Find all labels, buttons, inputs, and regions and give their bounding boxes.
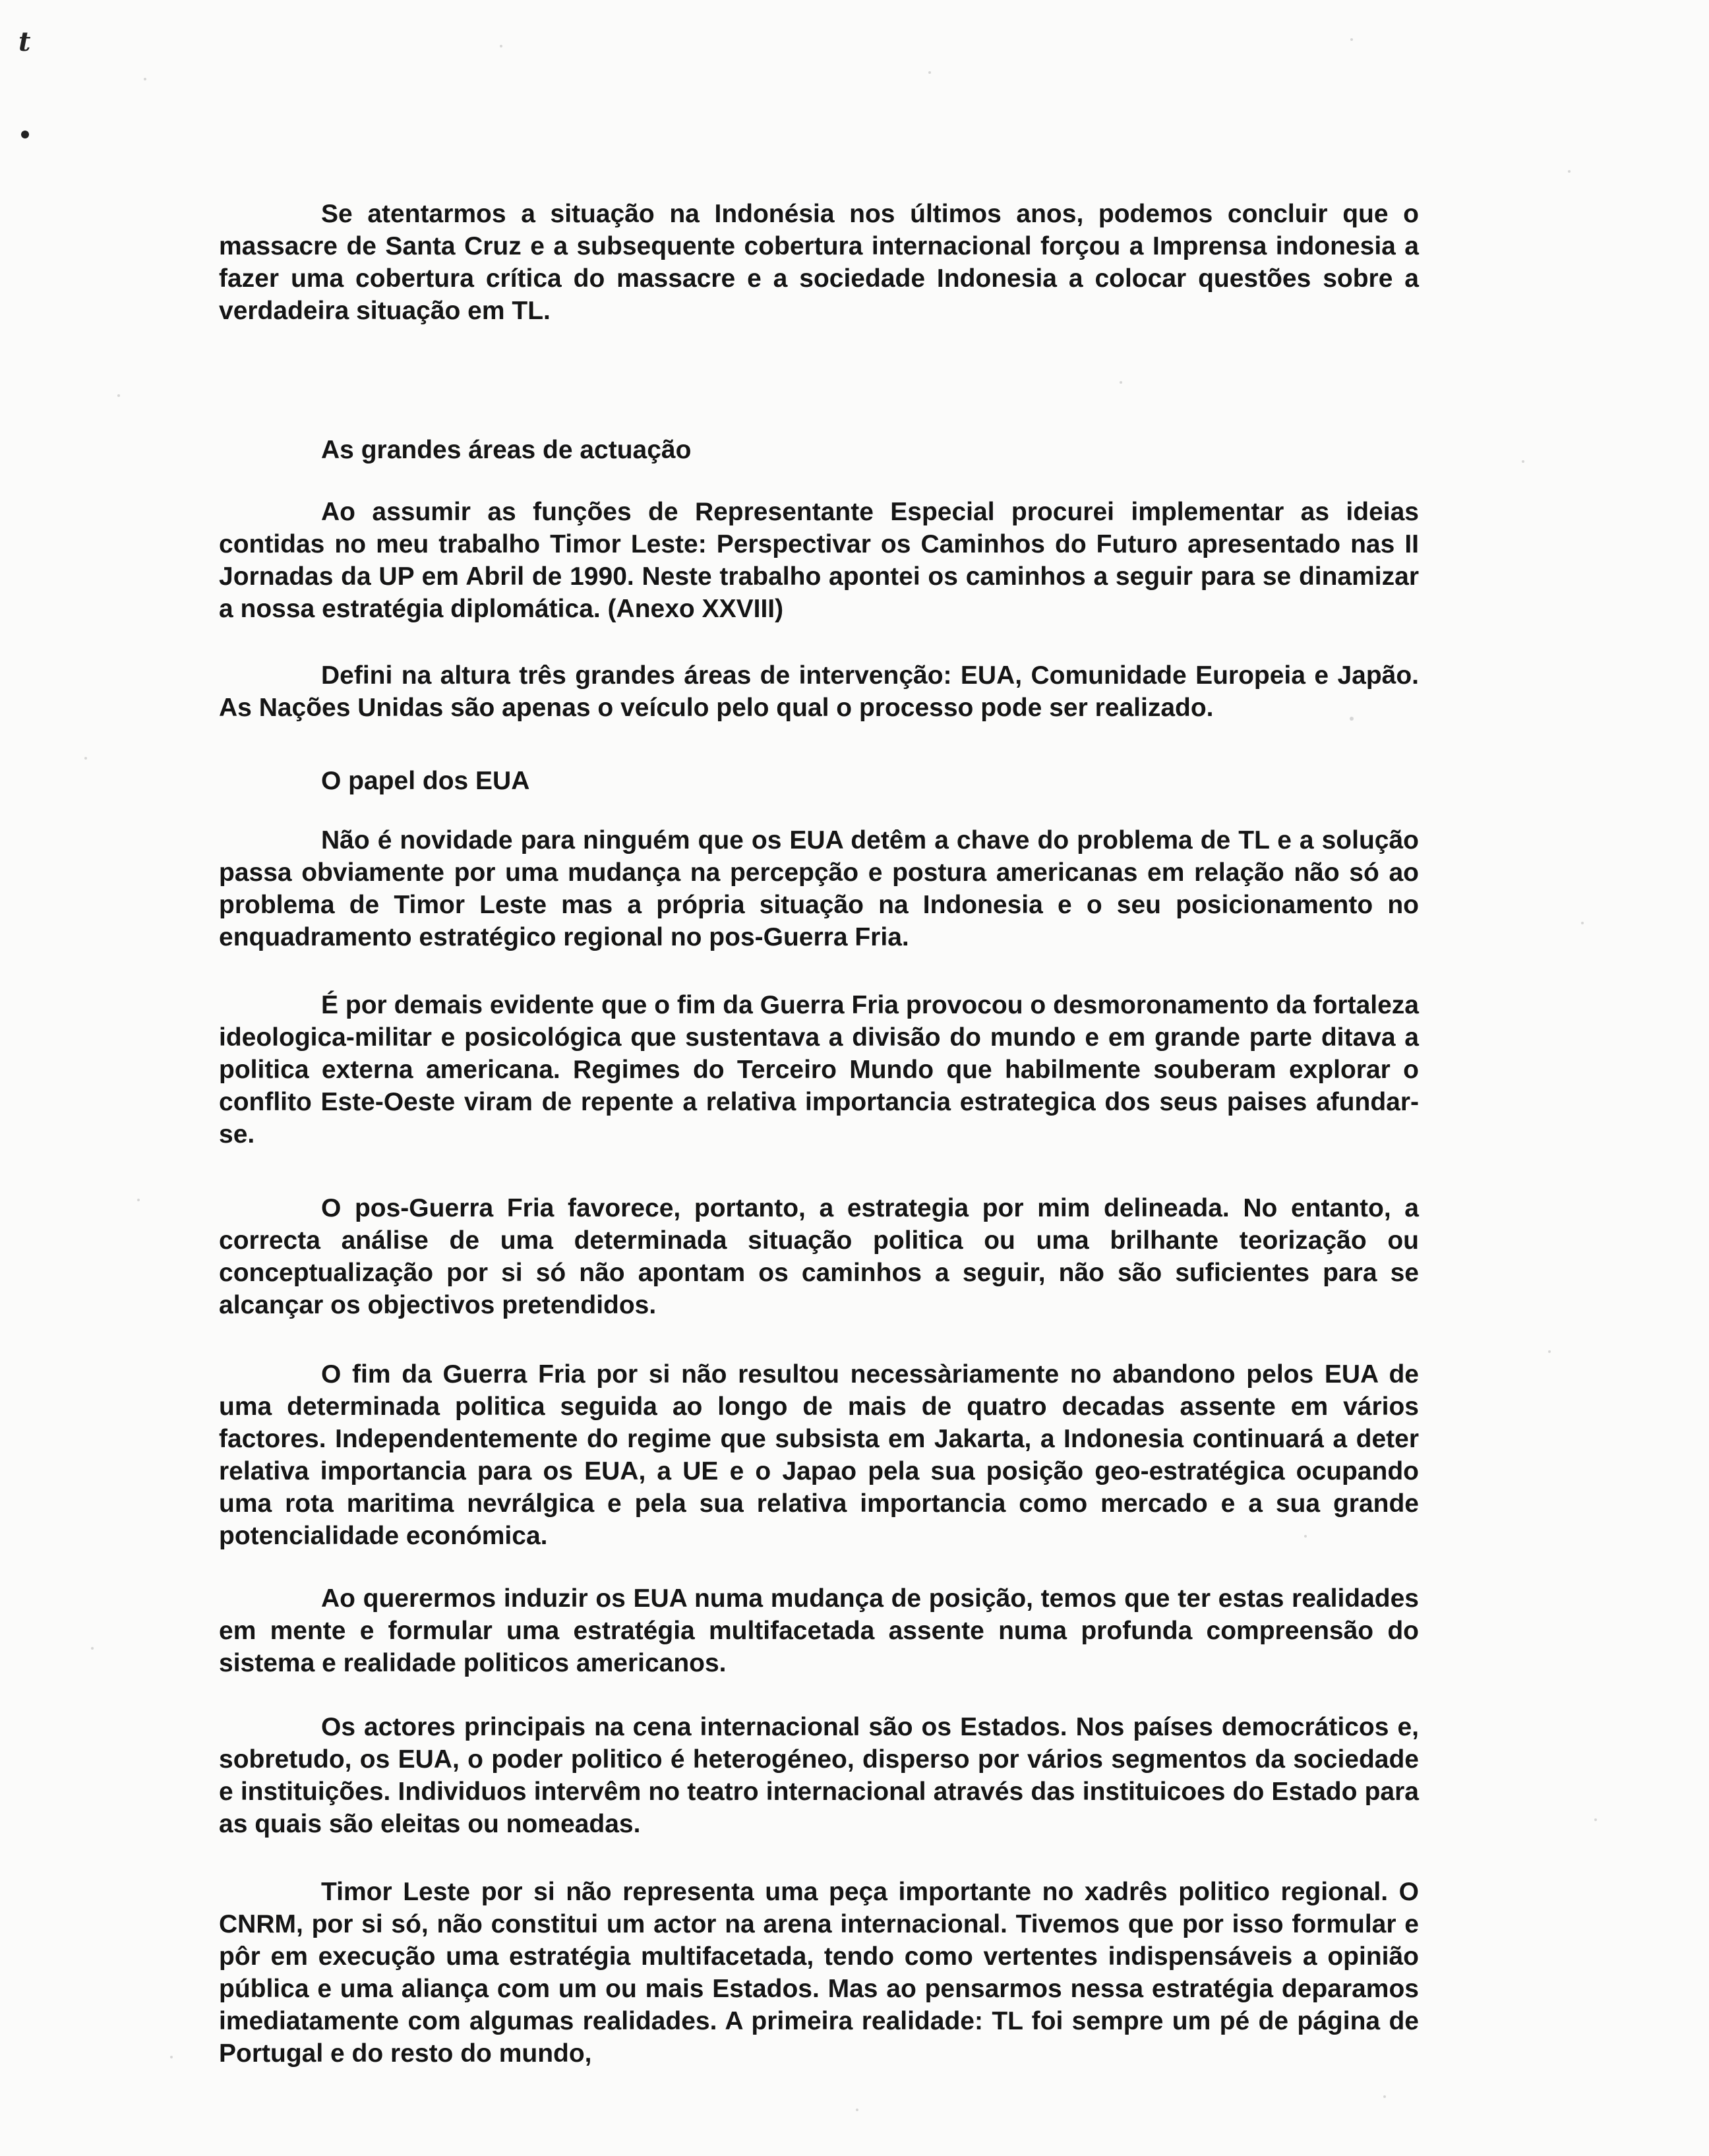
corner-mark: t <box>18 26 31 57</box>
text-block-12 <box>219 1876 1419 2070</box>
paragraph-functions: Ao assumir as funções de Representante Especial procurei implementar as ideias contidas no meu trabalho Timor Leste: Perspectivar os Caminhos do Futuro apresentado nas II Jornadas da UP em Abril de 1990. Neste trabalho apontei os caminhos a seguir para se dinamizar a nossa estratégia diplomática. (Anexo XXVIII) <box>219 498 1419 623</box>
text-block-5 <box>219 765 1419 797</box>
paragraph-actors: Os actores principais na cena internacional são os Estados. Nos países democráticos e, sobretudo, os EUA, o poder politico é heterogéneo, disperso por vários segmentos da sociedade e instituições. Individuos intervêm no teatro internacional através das instituicoes do Estado para as quais são eleitas ou nomeadas. <box>219 1713 1419 1838</box>
paragraph-end-cold-war: O fim da Guerra Fria por si não resultou necessàriamente no abandono pelos EUA de uma determinada politica seguida ao longo de mais de quatro decadas assente em vários factores. Independentemente do regime que subsista em Jakarta, a Indonesia continuará a deter relativa importancia para os EUA, a UE e o Japao pela sua posição geo-estratégica ocupando uma rota maritima nevrálgica e pela sua relativa importancia como mercado e a sua grande potencialidade económica. <box>219 1360 1419 1550</box>
text-block-6 <box>219 824 1419 953</box>
corner-dot <box>21 131 29 138</box>
text-block-7 <box>219 989 1419 1151</box>
paragraph-areas: Defini na altura três grandes áreas de intervenção: EUA, Comunidade Europeia e Japão. As Nações Unidas são apenas o veículo pelo qual o processo pode ser realizado. <box>219 661 1419 722</box>
paragraph-cold-war: É por demais evidente que o fim da Guerra Fria provocou o desmoronamento da fortaleza ideologica-militar e posicológica que sustentava a divisão do mundo e em grande parte ditava a politica externa americana. Regimes do Terceiro Mundo que habilmente souberam explorar o conflito Este-Oeste viram de repente a relativa importancia estrategica dos seus paises afundar-se. <box>219 991 1419 1149</box>
section-heading-usa: O papel dos EUA <box>321 767 530 795</box>
paragraph-induce-change: Ao querermos induzir os EUA numa mudança de posição, temos que ter estas realidades em mente e formular uma estratégia multifacetada assente numa profunda compreensão do sistema e realidade politicos americanos. <box>219 1584 1419 1677</box>
paragraph-post-cold-war: O pos-Guerra Fria favorece, portanto, a estrategia por mim delineada. No entanto, a correcta análise de uma determinada situação politica ou uma brilhante teorização ou conceptualização por si só não apontam os caminhos a seguir, não são suficientes para se alcançar os objectivos pretendidos. <box>219 1194 1419 1319</box>
text-block-3 <box>219 496 1419 625</box>
section-heading-areas: As grandes áreas de actuação <box>321 436 692 464</box>
text-block-1 <box>219 198 1419 327</box>
text-block-9 <box>219 1358 1419 1552</box>
paragraph-intro: Se atentarmos a situação na Indonésia nos últimos anos, podemos concluir que o massacre de Santa Cruz e a subsequente cobertura internacional forçou a Imprensa indonesia a fazer uma cobertura crítica do massacre e a sociedade Indonesia a colocar questões sobre a verdadeira situação em TL. <box>219 200 1419 325</box>
text-block-2 <box>219 434 1419 466</box>
text-block-10 <box>219 1582 1419 1679</box>
paragraph-usa-key: Não é novidade para ninguém que os EUA detêm a chave do problema de TL e a solução passa obviamente por uma mudança na percepção e postura americanas em relação não só ao problema de Timor Leste mas a própria situação na Indonesia e o seu posicionamento no enquadramento estratégico regional no pos-Guerra Fria. <box>219 826 1419 951</box>
text-block-8 <box>219 1192 1419 1321</box>
text-block-4 <box>219 659 1419 724</box>
text-block-11 <box>219 1711 1419 1840</box>
paragraph-timor: Timor Leste por si não representa uma peça importante no xadrês politico regional. O CNRM, por si só, não constitui um actor na arena internacional. Tivemos que por isso formular e pôr em execução uma estratégia multifacetada, tendo como vertentes indispensáveis a opinião pública e uma aliança com um ou mais Estados. Mas ao pensarmos nessa estratégia deparamos imediatamente com algumas realidades. A primeira realidade: TL foi sempre um pé de página de Portugal e do resto do mundo, <box>219 1878 1419 2068</box>
